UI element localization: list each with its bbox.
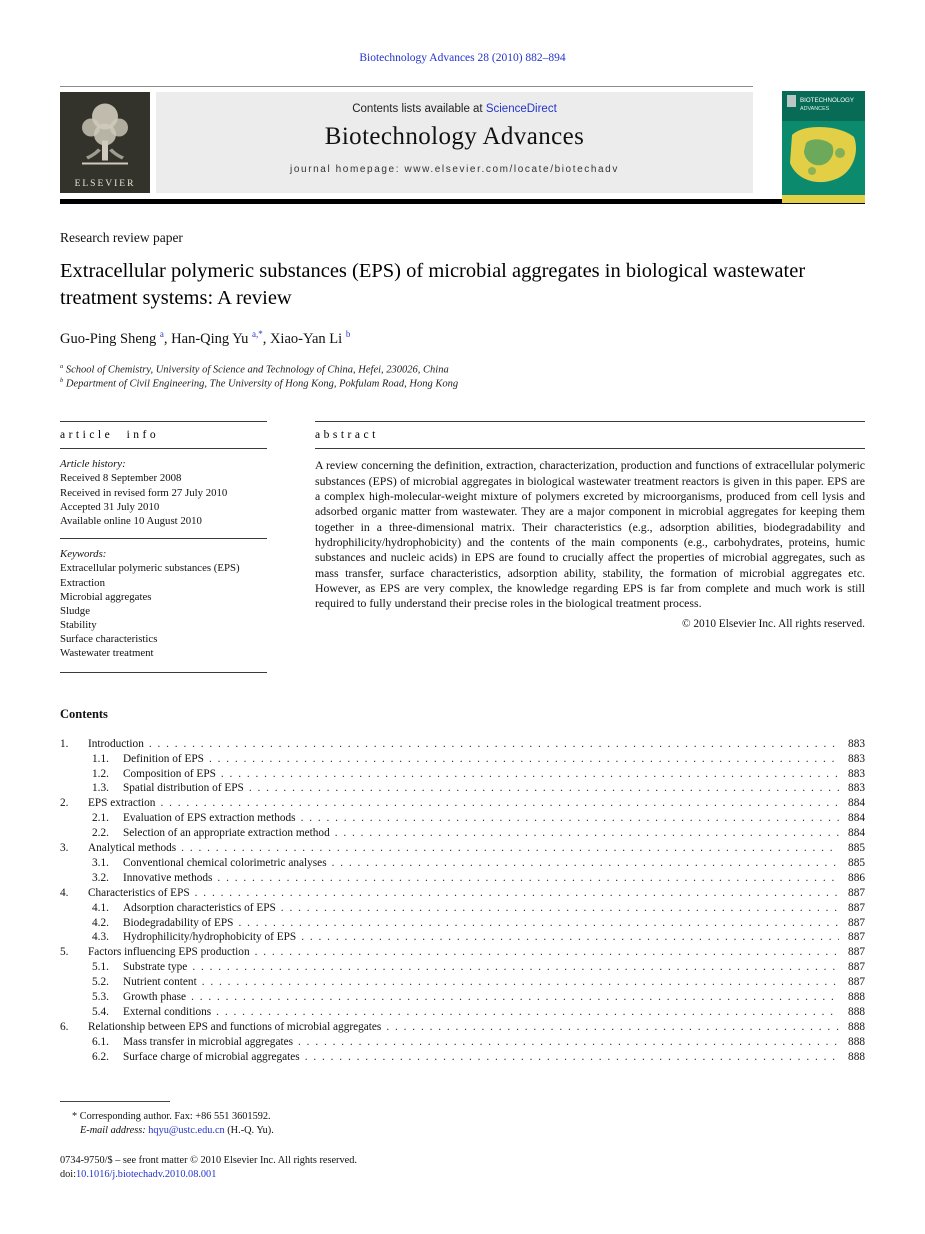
toc-item[interactable]: 5.3. Growth phase . . . 888	[60, 990, 865, 1005]
toc-page-number: 887	[848, 916, 865, 929]
history-line: Received 8 September 2008	[60, 472, 182, 485]
toc-dot-leader	[191, 990, 839, 1005]
citation-line	[60, 0, 865, 64]
toc-dot-leader	[305, 1050, 839, 1065]
toc-item[interactable]: 5.4. External conditions . . . 888	[60, 1005, 865, 1020]
toc-item[interactable]: 1. Introduction . . . 883	[60, 737, 865, 752]
toc-dot-leader	[281, 901, 839, 916]
journal-title: Biotechnology Advances	[324, 123, 585, 150]
toc-dot-leader	[160, 796, 839, 811]
doi-line	[60, 1168, 865, 1182]
keyword-item: Extracellular polymeric substances (EPS)	[60, 562, 240, 575]
toc-page-number: 886	[848, 871, 865, 884]
cover-title-line2: ADVANCES	[800, 106, 830, 112]
author-name: Han-Qing Yu $^{a,*}$	[171, 329, 263, 347]
toc-item[interactable]: 5.1. Substrate type . . . 887	[60, 960, 865, 975]
toc-dot-leader	[249, 781, 839, 796]
toc-item[interactable]: 6.1. Mass transfer in microbial aggregates . . . 888	[60, 1035, 865, 1050]
author-separator: ,	[163, 330, 172, 347]
toc-dot-leader	[298, 1035, 839, 1050]
toc-dot-leader	[181, 841, 839, 856]
toc-item[interactable]: 4.3. Hydrophilicity/hydrophobicity of EPS . . . 887	[60, 930, 865, 945]
article-info-heading: article info	[60, 429, 160, 442]
toc-page-number: 888	[848, 1035, 865, 1048]
author-separator: ,	[262, 330, 270, 347]
toc-dot-leader	[192, 960, 839, 975]
toc-dot-leader	[195, 886, 839, 901]
toc-dot-leader	[221, 767, 839, 782]
copyright-line: © 2010 Elsevier Inc. All rights reserved.	[681, 618, 865, 631]
affiliation-list	[60, 363, 865, 391]
doi-label: doi:	[60, 1169, 77, 1181]
contents-availability-prefix: Contents lists available at	[352, 103, 486, 115]
contents-availability-line	[164, 103, 745, 115]
toc-item[interactable]: 2.2. Selection of an appropriate extraction method . . . 884	[60, 826, 865, 841]
toc-dot-leader	[216, 1005, 839, 1020]
history-line: Accepted 31 July 2010	[60, 500, 160, 513]
email-note	[60, 1124, 865, 1138]
toc-page-number: 888	[848, 1020, 865, 1033]
toc-item[interactable]: 1.2. Composition of EPS . . . 883	[60, 767, 865, 782]
toc-dot-leader	[301, 811, 839, 826]
toc-page-number: 885	[848, 856, 865, 869]
toc-item[interactable]: 6. Relationship between EPS and functions of microbial aggregates . . . 888	[60, 1020, 865, 1035]
toc-item[interactable]: 1.1. Definition of EPS . . . 883	[60, 752, 865, 767]
article-history-lines	[60, 471, 267, 528]
author-affiliation-sup[interactable]: b	[345, 329, 351, 340]
abstract-column	[315, 421, 865, 673]
journal-cover-thumbnail	[782, 91, 865, 203]
toc-dot-leader	[202, 975, 839, 990]
footnote-divider	[60, 1101, 170, 1102]
sciencedirect-link[interactable]: ScienceDirect	[485, 103, 557, 115]
toc-page-number: 884	[848, 797, 865, 810]
history-line: Available online 10 August 2010	[60, 515, 202, 528]
toc-item[interactable]: 5. Factors influencing EPS production . . . 887	[60, 945, 865, 960]
toc-page-number: 888	[848, 1050, 865, 1063]
toc-page-number: 887	[848, 976, 865, 989]
toc-item[interactable]: 2. EPS extraction . . . 884	[60, 796, 865, 811]
toc-page-number: 883	[848, 752, 865, 765]
toc-page-number: 887	[848, 886, 865, 899]
corresponding-author-note: * Corresponding author. Fax: +86 551 3601592.	[72, 1110, 271, 1122]
keyword-item: Extraction	[60, 576, 105, 589]
issn-line: 0734-9750/$ – see front matter © 2010 Elsevier Inc. All rights reserved.	[60, 1155, 357, 1167]
journal-header	[60, 92, 865, 193]
article-info-column	[60, 421, 267, 673]
imprint-block	[60, 1154, 865, 1182]
keyword-item: Sludge	[60, 604, 90, 617]
toc-item[interactable]: 3.1. Conventional chemical colorimetric analyses . . . 885	[60, 856, 865, 871]
email-suffix: (H.-Q. Yu).	[227, 1125, 274, 1137]
keyword-item: Microbial aggregates	[60, 590, 152, 603]
toc-item[interactable]: 4.2. Biodegradability of EPS . . . 887	[60, 916, 865, 931]
affiliation: $^b$ Department of Civil Engineering, The University of Hong Kong, Pokfulam Road, Hong Kong	[60, 377, 459, 390]
toc-list	[60, 737, 865, 1065]
author-affiliation-sup[interactable]: a	[159, 329, 164, 340]
journal-banner	[156, 92, 753, 193]
footnote-marker: *	[72, 1110, 78, 1122]
toc-page-number: 887	[848, 961, 865, 974]
keyword-item: Wastewater treatment	[60, 646, 154, 659]
article-type-label: Research review paper	[60, 230, 183, 245]
divider	[60, 86, 753, 87]
elsevier-logo-label: ELSEVIER	[74, 179, 136, 189]
toc-page-number: 888	[848, 991, 865, 1004]
author-name: Xiao-Yan Li $^b$	[269, 329, 351, 347]
author-name: Guo-Ping Sheng $^a$	[60, 329, 164, 347]
toc-dot-leader	[335, 826, 839, 841]
toc-dot-leader	[255, 945, 839, 960]
toc-page-number: 884	[848, 812, 865, 825]
affiliation: $^a$ School of Chemistry, University of Science and Technology of China, Hefei, 230026, China	[60, 362, 449, 376]
keywords-block	[60, 539, 267, 671]
keywords-lines	[60, 561, 267, 659]
author-affiliation-sup[interactable]: a,*	[251, 329, 263, 340]
toc-dot-leader	[301, 930, 839, 945]
elsevier-logo	[60, 92, 150, 193]
toc-page-number: 887	[848, 901, 865, 914]
toc-dot-leader	[217, 871, 839, 886]
toc-page-number: 884	[848, 827, 865, 840]
doi-link[interactable]: 10.1016/j.biotechadv.2010.08.001	[76, 1169, 217, 1181]
toc-page-number: 887	[848, 946, 865, 959]
toc-page-number: 887	[848, 931, 865, 944]
toc-page-number: 883	[848, 737, 865, 750]
history-line: Received in revised form 27 July 2010	[60, 486, 228, 499]
elsevier-tree-icon	[68, 92, 142, 179]
abstract-text: A review concerning the definition, extraction, characterization, production and functions of extracellular polymeric substances (EPS) of microbial aggregates in biological wastewater treatment reactors is given in this paper. EPS are a complex high-molecular-weight mixture of polymers excreted by microorganisms, produced from cell lysis and adsorbed organic matter from wastewater. They are a major component in microbial aggregates for keeping them together in a three-dimensional matrix. Their characteristics (e.g., adsorption abilities, biodegradability and hydrophilicity/hydrophobicity) and the contents of the main components (e.g., carbohydrates, proteins, humic substances and nucleic acids) in EPS are found to crucially affect the properties of microbial aggregates, such as mass transfer, surface characteristics, adsorption ability, stability, the formation of microbial aggregates etc. However, as EPS are very complex, the knowledge regarding EPS is far from complete and much work is still required to fully understand their precise roles in the biological treatment process.	[315, 458, 865, 611]
toc-dot-leader	[238, 916, 839, 931]
article-title: Extracellular polymeric substances (EPS) of microbial aggregates in biological wastewater treatment systems: A review	[60, 260, 806, 310]
article-history	[60, 449, 267, 538]
toc-dot-leader	[332, 856, 839, 871]
toc-page-number: 883	[848, 782, 865, 795]
toc-page-number: 888	[848, 1006, 865, 1019]
toc-item[interactable]: 1.3. Spatial distribution of EPS . . . 883	[60, 781, 865, 796]
toc-dot-leader	[386, 1020, 839, 1035]
toc-item[interactable]: 2.1. Evaluation of EPS extraction methods . . . 884	[60, 811, 865, 826]
keyword-item: Stability	[60, 618, 97, 631]
article-history-label: Article history:	[60, 458, 126, 471]
author-list	[60, 329, 865, 348]
toc-dot-leader	[209, 752, 839, 767]
info-abstract-section	[60, 421, 865, 673]
toc-item[interactable]: 3.2. Innovative methods . . . 886	[60, 871, 865, 886]
cover-title-line1: BIOTECHNOLOGY	[800, 97, 854, 104]
keywords-label: Keywords:	[60, 548, 107, 561]
journal-homepage-link[interactable]: journal homepage: www.elsevier.com/locate/biotechadv	[290, 164, 619, 175]
footnote-block	[60, 1101, 865, 1139]
toc-page-number: 885	[848, 842, 865, 855]
header-divider-bar	[60, 199, 865, 204]
table-of-contents	[60, 707, 865, 1065]
toc-item[interactable]: 4. Characteristics of EPS . . . 887	[60, 886, 865, 901]
email-label: E-mail address:	[80, 1125, 146, 1137]
divider	[60, 672, 267, 673]
email-link[interactable]: hqyu@ustc.edu.cn	[148, 1125, 225, 1137]
toc-dot-leader	[149, 737, 839, 752]
toc-item[interactable]: 6.2. Surface charge of microbial aggregates . . . 888	[60, 1050, 865, 1065]
contents-heading: Contents	[60, 706, 108, 721]
abstract-heading: abstract	[315, 429, 379, 442]
toc-page-number: 883	[848, 767, 865, 780]
keyword-item: Surface characteristics	[60, 632, 158, 645]
citation-link[interactable]: Biotechnology Advances 28 (2010) 882–894	[359, 52, 566, 64]
toc-item[interactable]: 3. Analytical methods . . . 885	[60, 841, 865, 856]
toc-item[interactable]: 5.2. Nutrient content . . . 887	[60, 975, 865, 990]
toc-item[interactable]: 4.1. Adsorption characteristics of EPS . . . 887	[60, 901, 865, 916]
